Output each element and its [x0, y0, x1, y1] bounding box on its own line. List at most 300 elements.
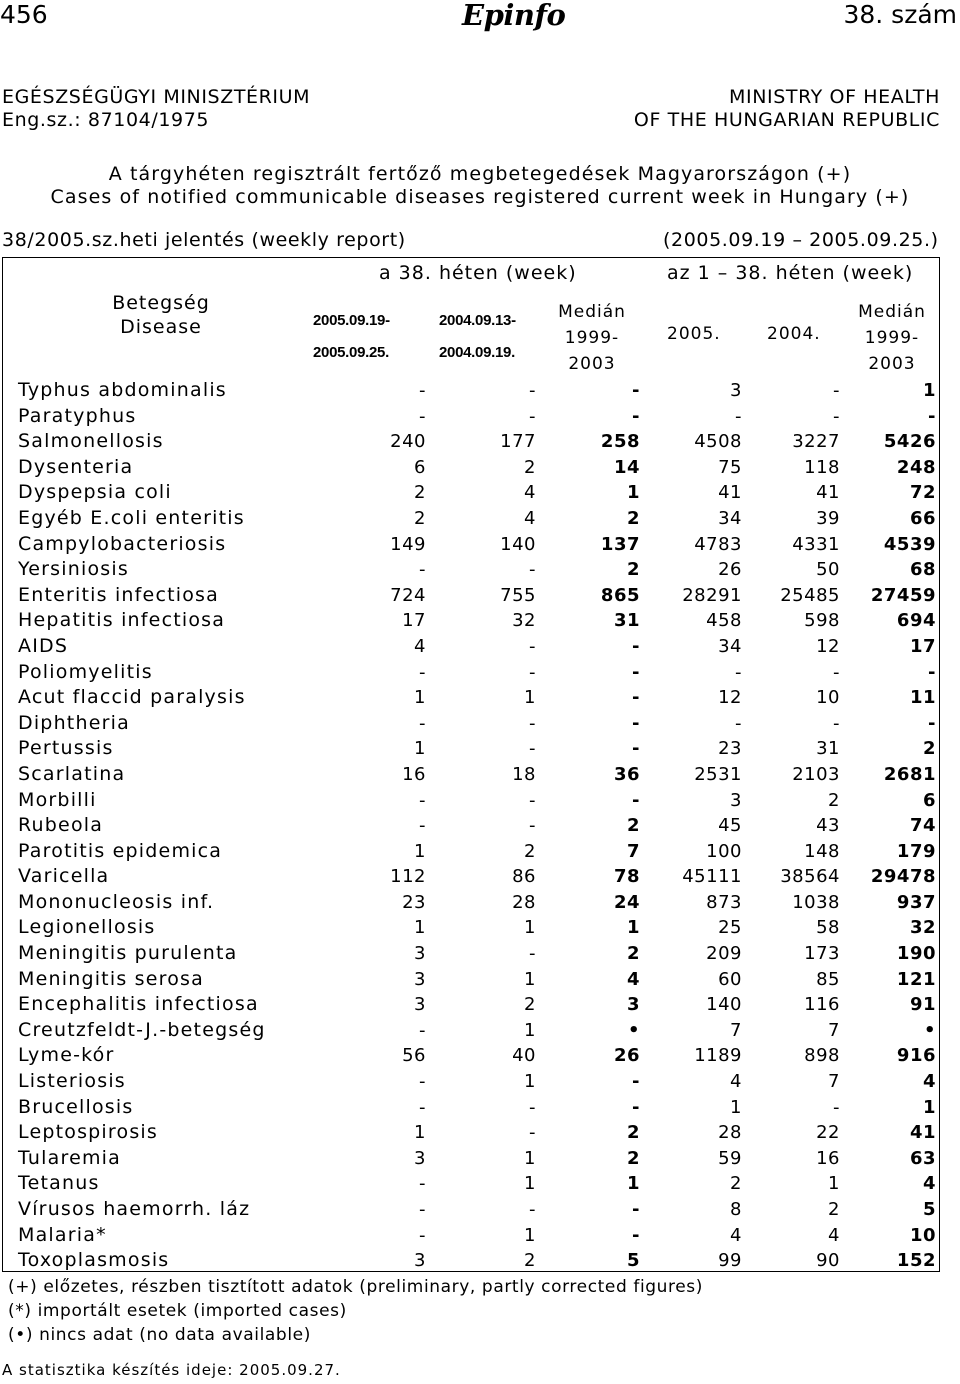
cell-cumulative-median: 10 [909, 1224, 936, 1246]
cell-week-2005: - [419, 1173, 426, 1195]
median-range-start: 1999- [864, 328, 920, 348]
table-row [16, 1171, 936, 1197]
cell-cumulative-2004: 2103 [792, 763, 840, 785]
table-row [16, 762, 936, 788]
cell-week-2005: - [419, 1224, 426, 1246]
disease-name: Diphtheria [18, 711, 130, 734]
table-row [16, 1069, 936, 1095]
cell-cumulative-2005: 12 [718, 687, 742, 709]
cell-week-median: - [632, 687, 640, 709]
disease-name: Scarlatina [18, 762, 126, 785]
cell-cumulative-median: 17 [909, 635, 936, 657]
issue-number: 38. szám [843, 0, 957, 29]
cell-cumulative-median: 190 [896, 943, 936, 965]
cell-week-median: 137 [600, 533, 640, 555]
cell-cumulative-2004: - [833, 1096, 840, 1118]
cell-week-median: 258 [600, 431, 640, 453]
disease-name: Egyéb E.coli enteritis [18, 506, 245, 529]
cell-week-2004: 1 [524, 1173, 536, 1195]
cell-cumulative-2004: - [833, 661, 840, 683]
cell-week-median: 3 [626, 994, 640, 1016]
disease-name: Yersiniosis [18, 558, 129, 581]
cell-cumulative-median: 11 [909, 687, 936, 709]
cell-cumulative-2004: - [833, 405, 840, 427]
footnote-no-data: (•) nincs adat (no data available) [8, 1325, 311, 1345]
table-row [16, 1223, 936, 1249]
cell-week-median: 2 [626, 1122, 640, 1144]
disease-name: Poliomyelitis [18, 660, 153, 683]
cell-week-median: 1 [626, 1173, 640, 1195]
cell-week-median: 2 [626, 943, 640, 965]
cell-week-2005: 1 [414, 917, 426, 939]
disease-name: Typhus abdominalis [18, 379, 227, 401]
cell-cumulative-2005: 873 [706, 891, 742, 913]
cell-week-2005: - [419, 789, 426, 811]
table-row [16, 736, 936, 762]
ministry-name-en: MINISTRY OF HEALTH [729, 86, 940, 108]
cell-week-2005: 724 [390, 584, 426, 606]
cell-cumulative-2005: 75 [718, 456, 742, 478]
cell-week-median: 1 [626, 482, 640, 504]
cell-cumulative-2005: 4 [730, 1224, 742, 1246]
epinfo-logo: Epinfo [462, 0, 566, 32]
cell-cumulative-2004: 1038 [792, 891, 840, 913]
cell-week-median: - [632, 661, 640, 683]
cell-week-2005: 149 [390, 533, 426, 555]
cell-week-2005: - [419, 405, 426, 427]
cell-week-2004: 4 [524, 482, 536, 504]
cell-cumulative-2004: - [833, 380, 840, 401]
cell-cumulative-median: 6 [922, 789, 936, 811]
cell-week-2005: 1 [414, 687, 426, 709]
disease-name: Lyme-kór [18, 1044, 115, 1067]
cell-cumulative-2005: 41 [718, 482, 742, 504]
cell-week-median: - [632, 1071, 640, 1093]
cell-cumulative-2004: 50 [816, 559, 840, 581]
table-row [16, 685, 936, 711]
table-row [16, 608, 936, 634]
cell-cumulative-2005: 100 [706, 840, 742, 862]
footnote-preliminary: (+) előzetes, részben tisztított adatok (preliminary, partly corrected figures) [8, 1277, 703, 1297]
cell-cumulative-median: 91 [909, 994, 936, 1016]
disease-name: Vírusos haemorrh. láz [18, 1198, 251, 1220]
cell-cumulative-2005: 60 [718, 968, 742, 990]
cell-week-2004: 32 [512, 610, 536, 632]
title-hu: A tárgyhéten regisztrált fertőző megbetegedések Magyarországon (+) [108, 163, 852, 185]
cell-cumulative-2005: 99 [718, 1250, 742, 1272]
cell-week-2004: 2 [524, 1250, 536, 1272]
table-row [16, 404, 936, 430]
disease-name: Rubeola [18, 814, 104, 837]
cell-week-median: - [632, 1224, 640, 1246]
cell-cumulative-2005: 2531 [694, 763, 742, 785]
cell-week-2005: 3 [414, 1250, 426, 1272]
cell-cumulative-2004: 898 [804, 1045, 840, 1067]
table-row [16, 1120, 936, 1146]
cell-week-median: - [632, 738, 640, 760]
cell-week-2004: - [529, 405, 536, 427]
cell-week-2004: 1 [524, 1071, 536, 1093]
cell-cumulative-2005: 8 [730, 1199, 742, 1220]
cell-cumulative-median: 916 [896, 1045, 936, 1067]
cell-week-2004: 2 [524, 994, 536, 1016]
cell-week-2005: 23 [402, 891, 426, 913]
cell-cumulative-median: - [928, 405, 936, 427]
page-number: 456 [0, 0, 48, 29]
cell-cumulative-2005: 25 [718, 917, 742, 939]
cell-cumulative-2004: 4 [828, 1224, 840, 1246]
cell-cumulative-2004: 598 [804, 610, 840, 632]
cell-week-2004: 1 [524, 968, 536, 990]
cell-cumulative-median: 4 [922, 1173, 936, 1195]
cell-cumulative-2004: 7 [828, 1071, 840, 1093]
cell-week-2005: - [419, 559, 426, 581]
weekly-median-header [549, 299, 635, 377]
statistics-date: A statisztika készítés ideje: 2005.09.27. [2, 1361, 341, 1379]
cell-cumulative-median: 2681 [883, 763, 936, 785]
disease-name: Varicella [18, 865, 110, 888]
cell-cumulative-median: 2 [922, 738, 936, 760]
cell-week-2004: - [529, 943, 536, 965]
cell-week-2005: - [419, 712, 426, 734]
cell-cumulative-median: 179 [896, 840, 936, 862]
cell-cumulative-2005: 34 [718, 635, 742, 657]
table-row [16, 506, 936, 532]
cell-week-median: 24 [613, 891, 640, 913]
cell-week-2004: - [529, 635, 536, 657]
cell-cumulative-median: 1 [922, 1096, 936, 1118]
cell-week-2005: 56 [402, 1045, 426, 1067]
cell-cumulative-median: 248 [896, 456, 936, 478]
cell-cumulative-2004: 12 [816, 635, 840, 657]
cell-week-2004: 4 [524, 507, 536, 529]
cell-week-2004: 40 [512, 1045, 536, 1067]
disease-name: Malaria* [18, 1223, 107, 1246]
table-row [16, 992, 936, 1018]
cell-cumulative-2005: 209 [706, 943, 742, 965]
cell-week-2005: - [419, 1199, 426, 1220]
cumulative-2004-header: 2004. [767, 324, 821, 344]
cell-cumulative-median: 27459 [870, 584, 936, 606]
cell-week-median: 31 [613, 610, 640, 632]
cell-cumulative-2004: 116 [804, 994, 840, 1016]
cell-week-2004: - [529, 815, 536, 837]
cell-cumulative-median: 72 [909, 482, 936, 504]
cell-week-2005: - [419, 1071, 426, 1093]
col-2005-week-start: 2005.09.19- [313, 312, 390, 329]
median-range-start: 1999- [564, 328, 620, 348]
cell-week-2004: - [529, 1122, 536, 1144]
disease-name: Tularemia [18, 1146, 121, 1169]
disease-name: Pertussis [18, 737, 114, 760]
table-row [16, 890, 936, 916]
cell-week-median: 865 [600, 584, 640, 606]
cell-cumulative-median: 29478 [870, 866, 936, 888]
cell-week-median: 2 [626, 1147, 640, 1169]
cell-cumulative-2004: 39 [816, 507, 840, 529]
table-row [16, 378, 936, 404]
cell-week-2005: 3 [414, 968, 426, 990]
cell-week-median: - [632, 789, 640, 811]
table-row [16, 915, 936, 941]
table-row [16, 1043, 936, 1069]
col-2005-week-end: 2005.09.25. [313, 344, 389, 361]
cell-week-2004: 1 [524, 1224, 536, 1246]
cell-cumulative-2004: 31 [816, 738, 840, 760]
cell-week-median: - [632, 1199, 640, 1220]
disease-column-header [3, 291, 319, 339]
cell-cumulative-2004: 25485 [780, 584, 840, 606]
cell-cumulative-2005: 28 [718, 1122, 742, 1144]
cell-week-2005: 3 [414, 943, 426, 965]
col-2004-week-end: 2004.09.19. [439, 344, 515, 361]
cell-week-median: - [632, 405, 640, 427]
cell-week-median: 1 [626, 917, 640, 939]
cell-week-2005: - [419, 1019, 426, 1041]
disease-name: Parotitis epidemica [18, 839, 223, 862]
cell-cumulative-2004: 118 [804, 456, 840, 478]
cell-week-2004: - [529, 380, 536, 401]
cumulative-2005-header: 2005. [667, 324, 721, 344]
cell-cumulative-median: 5426 [883, 431, 936, 453]
cell-cumulative-median: 5 [922, 1199, 936, 1220]
cell-cumulative-2004: 4331 [792, 533, 840, 555]
disease-name: Meningitis purulenta [18, 942, 238, 965]
disease-name: Encephalitis infectiosa [18, 993, 259, 1016]
cell-week-median: 26 [613, 1045, 640, 1067]
cell-week-median: 2 [626, 507, 640, 529]
disease-name: Legionellosis [18, 916, 156, 939]
cell-week-2005: - [419, 380, 426, 401]
disease-name: Meningitis serosa [18, 967, 205, 990]
cell-cumulative-median: - [928, 661, 936, 683]
cell-cumulative-2004: - [833, 712, 840, 734]
cell-cumulative-2004: 16 [816, 1147, 840, 1169]
cell-week-2004: 1 [524, 687, 536, 709]
cell-week-2004: - [529, 789, 536, 811]
cell-week-2005: 1 [414, 1122, 426, 1144]
disease-name: Toxoplasmosis [18, 1249, 170, 1272]
cell-cumulative-median: 152 [896, 1250, 936, 1272]
disease-name: AIDS [18, 634, 69, 657]
median-label: Medián [858, 302, 926, 322]
cell-week-2004: 140 [500, 533, 536, 555]
cell-cumulative-median: 41 [909, 1122, 936, 1144]
cell-week-median: - [632, 1096, 640, 1118]
median-label: Medián [558, 302, 626, 322]
cell-week-2005: 2 [414, 507, 426, 529]
table-row [16, 1248, 936, 1274]
table-row [16, 455, 936, 481]
cell-week-median: - [632, 712, 640, 734]
cell-cumulative-2004: 148 [804, 840, 840, 862]
cell-week-2005: - [419, 661, 426, 683]
cell-week-median: - [632, 635, 640, 657]
cell-cumulative-2005: - [735, 405, 742, 427]
cell-cumulative-median: 121 [896, 968, 936, 990]
cell-cumulative-2005: 26 [718, 559, 742, 581]
cell-week-median: 2 [626, 815, 640, 837]
title-en: Cases of notified communicable diseases registered current week in Hungary (+) [50, 186, 910, 208]
cell-cumulative-median: 4 [922, 1071, 936, 1093]
cell-week-2005: 112 [390, 866, 426, 888]
cell-cumulative-median: 4539 [883, 533, 936, 555]
cell-cumulative-median: - [928, 712, 936, 734]
cell-week-median: 4 [626, 968, 640, 990]
cell-cumulative-median: 694 [896, 610, 936, 632]
cell-cumulative-2004: 7 [828, 1019, 840, 1041]
cell-week-median: • [627, 1019, 640, 1041]
cell-week-2005: 4 [414, 635, 426, 657]
cell-cumulative-2005: - [735, 661, 742, 683]
cell-week-2004: 2 [524, 840, 536, 862]
cell-cumulative-2004: 3227 [792, 431, 840, 453]
cell-week-median: 2 [626, 559, 640, 581]
cell-cumulative-2004: 90 [816, 1250, 840, 1272]
cell-week-2004: - [529, 1199, 536, 1220]
table-row [16, 1018, 936, 1044]
cell-cumulative-2004: 10 [816, 687, 840, 709]
footnote-imported: (*) importált esetek (imported cases) [8, 1301, 347, 1321]
cell-week-2004: 2 [524, 456, 536, 478]
table-row [16, 1146, 936, 1172]
cell-cumulative-2005: 23 [718, 738, 742, 760]
table-row [16, 839, 936, 865]
table-row [16, 941, 936, 967]
cell-cumulative-median: 74 [909, 815, 936, 837]
cell-week-2004: 1 [524, 917, 536, 939]
reference-number: Eng.sz.: 87104/1975 [2, 109, 210, 131]
cell-week-median: 36 [613, 763, 640, 785]
disease-name: Salmonellosis [18, 430, 164, 453]
disease-name: Listeriosis [18, 1070, 126, 1093]
cell-week-2005: 3 [414, 994, 426, 1016]
cell-week-2005: 6 [414, 456, 426, 478]
cell-week-median: 14 [613, 456, 640, 478]
cell-week-2004: - [529, 661, 536, 683]
table-row [16, 634, 936, 660]
cell-week-2004: 86 [512, 866, 536, 888]
disease-name: Enteritis infectiosa [18, 583, 219, 606]
cell-cumulative-2004: 2 [828, 789, 840, 811]
cell-week-2004: 18 [512, 763, 536, 785]
cell-cumulative-2005: 458 [706, 610, 742, 632]
cell-cumulative-median: • [923, 1019, 936, 1041]
cell-cumulative-2004: 22 [816, 1122, 840, 1144]
cell-cumulative-2005: 4508 [694, 431, 742, 453]
disease-name: Brucellosis [18, 1095, 134, 1118]
cell-week-2004: - [529, 1096, 536, 1118]
cell-week-2004: - [529, 738, 536, 760]
cell-week-2004: 1 [524, 1147, 536, 1169]
cell-week-median: - [632, 380, 640, 401]
cell-cumulative-median: 937 [896, 891, 936, 913]
disease-rows [16, 378, 936, 1274]
ministry-name-hu: EGÉSZSÉGÜGYI MINISZTÉRIUM [2, 86, 311, 108]
cell-cumulative-2005: 2 [730, 1173, 742, 1195]
disease-name: Dysenteria [18, 455, 134, 478]
cell-cumulative-median: 68 [909, 559, 936, 581]
weekly-group-header: a 38. héten (week) [379, 262, 577, 284]
cell-cumulative-2004: 43 [816, 815, 840, 837]
col-2004-week-start: 2004.09.13- [439, 312, 516, 329]
disease-name: Hepatitis infectiosa [18, 609, 226, 632]
report-period: (2005.09.19 – 2005.09.25.) [663, 229, 939, 251]
cell-cumulative-2004: 173 [804, 943, 840, 965]
cell-cumulative-2004: 58 [816, 917, 840, 939]
cell-cumulative-2005: 1 [730, 1096, 742, 1118]
footnotes [8, 1275, 703, 1347]
table-row [16, 583, 936, 609]
table-row [16, 429, 936, 455]
disease-header-en: Disease [120, 316, 202, 338]
cell-week-2004: - [529, 559, 536, 581]
cell-week-2005: - [419, 815, 426, 837]
cell-cumulative-2005: 4 [730, 1071, 742, 1093]
cell-cumulative-2005: 45 [718, 815, 742, 837]
table-row [16, 711, 936, 737]
cell-cumulative-2004: 41 [816, 482, 840, 504]
table-row [16, 864, 936, 890]
cell-cumulative-2005: 7 [730, 1019, 742, 1041]
cell-cumulative-2005: 28291 [682, 584, 742, 606]
table-row [16, 967, 936, 993]
disease-name: Dyspepsia coli [18, 481, 172, 504]
median-range-end: 2003 [568, 354, 616, 374]
table-row [16, 1197, 936, 1223]
cell-cumulative-2005: 140 [706, 994, 742, 1016]
cell-cumulative-median: 32 [909, 917, 936, 939]
cell-week-2005: 2 [414, 482, 426, 504]
cell-cumulative-2004: 38564 [780, 866, 840, 888]
cell-cumulative-median: 66 [909, 507, 936, 529]
table-row [16, 480, 936, 506]
disease-name: Creutzfeldt-J.-betegség [18, 1018, 266, 1041]
cell-cumulative-2005: 1189 [694, 1045, 742, 1067]
cell-cumulative-2005: 59 [718, 1147, 742, 1169]
cell-week-median: 78 [613, 866, 640, 888]
cell-cumulative-2005: 45111 [682, 866, 742, 888]
disease-header-hu: Betegség [112, 292, 210, 314]
cell-cumulative-2004: 1 [828, 1173, 840, 1195]
table-row [16, 788, 936, 814]
disease-name: Campylobacteriosis [18, 532, 227, 555]
ministry-country-en: OF THE HUNGARIAN REPUBLIC [633, 109, 940, 131]
cell-week-2005: 240 [390, 431, 426, 453]
cell-cumulative-median: 63 [909, 1147, 936, 1169]
cell-cumulative-2005: - [735, 712, 742, 734]
cell-week-median: 5 [626, 1250, 640, 1272]
cell-week-2004: 177 [500, 431, 536, 453]
cell-week-2005: - [419, 1096, 426, 1118]
cell-week-2005: 17 [402, 610, 426, 632]
cell-cumulative-2005: 34 [718, 507, 742, 529]
disease-name: Acut flaccid paralysis [18, 686, 246, 709]
cell-week-2005: 1 [414, 738, 426, 760]
disease-name: Morbilli [18, 788, 97, 811]
table-row [16, 557, 936, 583]
disease-name: Mononucleosis inf. [18, 890, 215, 913]
cell-week-2004: 755 [500, 584, 536, 606]
table-row [16, 813, 936, 839]
cumulative-median-header [849, 299, 935, 377]
cell-cumulative-median: 1 [922, 380, 936, 401]
table-row [16, 1095, 936, 1121]
cell-week-2004: 28 [512, 891, 536, 913]
report-label: 38/2005.sz.heti jelentés (weekly report) [2, 229, 406, 251]
disease-name: Tetanus [18, 1172, 100, 1195]
disease-name: Leptospirosis [18, 1121, 159, 1144]
